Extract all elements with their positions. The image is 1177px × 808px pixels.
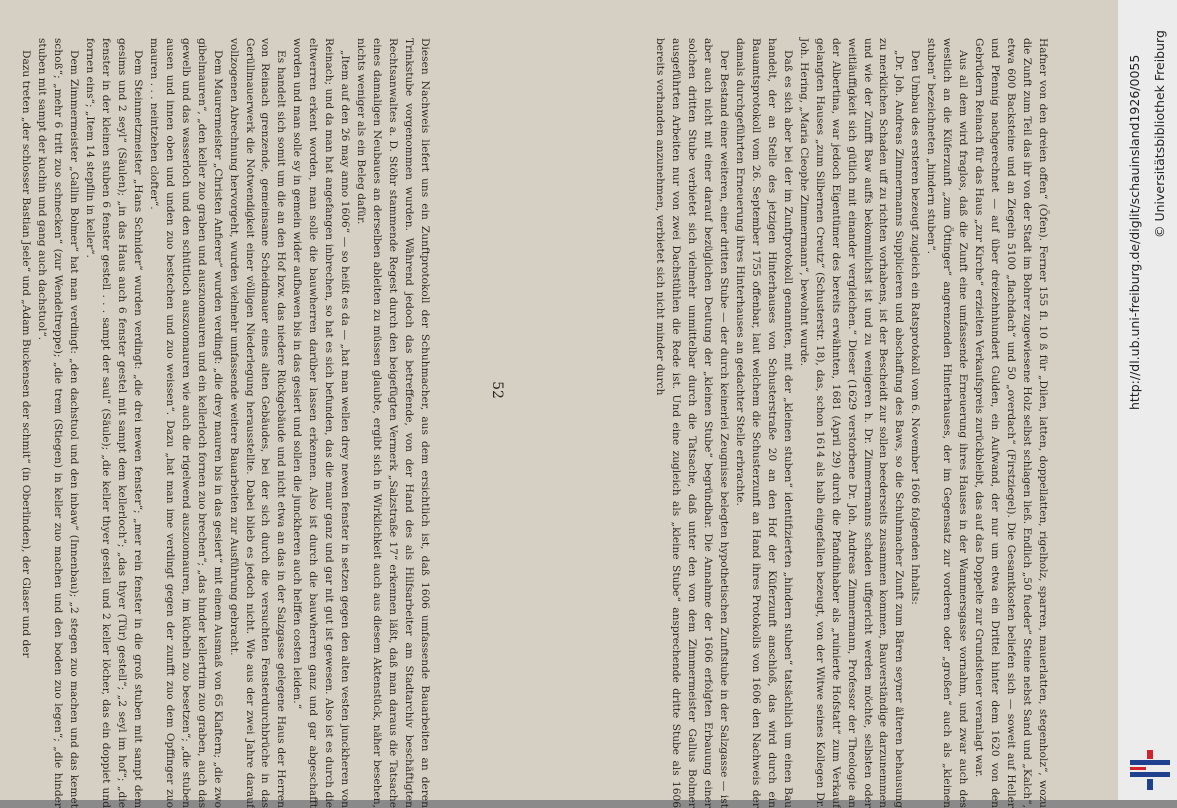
page-number: 52	[489, 381, 505, 399]
paragraph: Dem Zimmermeister „Gallin Bolmer“ hat man verdingt: „den dachstuol und den inbaw“ (Innenbau); „2 stegen zuo machen und das kemet schoß“; „mehr 6 tritt zuo schnecken“ (zur Wendeltreppe); „die trem (Stiegen) in keller zuo machen und den boden zuo legen“; „die hinder stuben mit sampt der kuchin und gang auch dachstuol“.	[36, 38, 81, 808]
paragraph: Es handelt sich somit um die an den Hof bzw. das niedere Rückgebäude und nicht etwa an das in der Salzgasse gelegene Haus der Herren von Reinach grenzende, gemeinsame Scheidmauer eines alten Gebäudes, bei der sich durch die versuchten Fensterdurchbrüche in das Gerüllmauerwerk die Notwendigkeit einer völligen Niederlegung herausstellte. Dabei blieb es jedoch nicht. Wie aus der zwei Jahre darauf vollzogenen Abrechnung hervorgeht, wurden vielmehr umfassende weitere Bauarbeiten zur Ausführung gebracht.	[227, 38, 288, 808]
paragraph: Diesen Nachweis liefert uns ein Zunftprotokoll der Schuhmacher, aus dem ersichtlich ist, daß 1606 umfassende Bauarbeiten an deren Trinkstube vorgenommen wurden. Während jedoch das betreffende, von der Hand des als Hilfsarbeiter am Stadtarchiv beschäftigten Rechtsanwaltes a. D. Stöhr stammende Regest durch den beigefügten Vermerk „Salzstraße 17“ erkennen läßt, daß man daraus die Tatsache eines damaligen Neubaues an derselben ableiten zu müssen glaubte, ergibt sich in Wirklichkeit auch aus diesem Aktenstück, näher besehen, nichts weniger als ein Beleg dafür.	[355, 38, 431, 808]
paragraph: Den Umbau des ersteren bezeugt zugleich ein Ratsprotokoll vom 6. November 1606 folgenden Inhalts:	[909, 50, 922, 605]
text-column-right	[654, 38, 1050, 808]
paragraph: Dem Steinmetzmeister „Hans Schnider“ wurden verdingt: „die drei newen fenster“; „mer rein fenster in die groß stuben mit sampt dem gesims und 2 seyl“ (Säulen); „in das Haus auch 6 fenster gestel mit sampt dem kellerloch“; „das thyer (Tür) gestell“; „2 seyl im hof“; „die fenster in der kleinen stuben 6 fenster gestell . . . sampt der saul“ (Säule); „die keller thyer gestell und 2 keller löcher, das ein doppiet und fornen eins“; „Item 14 stepflin in keller“.	[83, 38, 144, 808]
text-column-left	[20, 38, 432, 808]
logo-red-mark-top	[1147, 750, 1153, 759]
logo-bar-top	[1130, 760, 1170, 765]
paragraph: „Dr. Joh. Andreas Zimmermanns Supplicieren und abschaffung des Baws, so die Schuhmacher Zunft zum Bären seyner älteren behausung zu merklichen Schaden uff zu richten vorhabens, ist der Bescheidt zur sollen beederseits zusammen kommen, Bauverständige darzunemmen und wie der Zunfft Baw auffs bekommlichst ist und zu wenigeren h. Dr. Zimmermanns schaden uffgericht werden möchte, selbsten oder weitläuffigkeit sich gütlich mit einander vergleichen.“ Dieser (1629 verstorbene Dr. Joh. Andreas Zimmermann, Professor der Theologie an der Albertina, war jedoch Eigentümer des bereits erwähnten, 1681 (April 29) durch die Pfandinhaber als „ruinierte Hofstatt“ zum Verkauf gelangten Hauses „zum Silbernen Creutz“ (Schusterstr. 18), das, schon 1614 als halb eingefallen bezeugt, von der Witwe seines Kollegen Dr. Joh. Hering, „Maria Cleophe Zimmermann“, bewohnt wurde.	[797, 38, 906, 808]
permalink-url[interactable]: http://dl.ub.uni-freiburg.de/diglit/schauinsland1926/0055	[1127, 54, 1142, 410]
paragraph: Aus all dem wird fraglos, daß die Zunft eine umfassende Erneuerung ihres Hauses in der Wammersgasse vornahm, und zwar auch des westlich an die Küferzunft „zum Öttinger“ angrenzenden Hinterhauses, der im Gegensatz zur vorderen oder „großen“ auch als „kleinen stuben“ bezeichneten „hindern stuben“.	[925, 38, 970, 808]
copyright-notice: © Universitätsbibliothek Freiburg	[1152, 30, 1167, 238]
logo-stem	[1147, 779, 1153, 790]
paragraph: Daß es sich aber bei der im Zunftprotokoll genannten, mit der „kleinen stuben“ identifizierten „hindern stuben“ tatsächlich um einen Bau handelt, der an Stelle des jetzigen Hinterhauses von Schusterstraße 20 an den Hof der Küferzunft anschloß, das wird durch ein Bauamtsprotokoll vom 26. September 1755 offenbar, laut welchem die Schusterzunft an Hand ihres Protokolls von 1606 den Nachweis der damals durchgeführten Erneuerung ihres Hinterhauses an gedachter Stelle erbrachte.	[733, 38, 794, 808]
paragraph: Dem Maurermeister „Christen Anfierer“ wurden verdingt: „die drey mauren bis in das gesiert“ mit einem Ausmaß von 65 Klaftern; „die zwo gibelmauren“, „den keller zuo graben und auszuomauren und ein kellerloch fornen zuo brechen“; „das hinder kellertrim zuo graben, auch das gewelb und das wasserloch und den schüttloch auszuomauren wie auch die rigelwend auszuomauren, im kücheln zuo besetzen“; „die stuben ausen und innen oben und unden zuo bestechen und zuo weissen“. Dazu „hat man ime verdingt gegen der zunfft zuo dem Opffinger zuo mauren . . . neintzehen clofter“.	[147, 38, 224, 808]
paragraph: Hafner von den dreien offen“ (Öfen). Ferner 155 fl. 10 ß für „Dilen, latten, doppellatten, rigelholz, sparren, mauerlatten, stegenholz“, wozu die Zunft zum Teil das ihr von der Stadt im Bohrer zugewiesene Holz selbst schlagen ließ. Endlich „50 fueder“ Steine nebst Sand und „Kalch“, etwa 600 Backsteine und an Ziegeln 5100 „flachdach“ und 50 „overdach“ (Firstziegel). Die Gesamtkosten beliefen sich — soweit auf Heller und Pfennig nachgerechnet — auf über dreizehnhundert Gulden, ein Aufwand, der nur um etwa ein Drittel hinter dem 1620 von den Gebrüdern Reinach für das Haus „zur Kirche“ erzielten Verkaufspreis zurückbleibt, das auf das Doppelte zur Grundsteuer veranlagt war.	[973, 38, 1049, 808]
logo-red-mark-side	[1130, 767, 1146, 770]
paragraph: Der Bestand einer weiteren, einer dritten Stube — der durch keinerlei Zeugnisse belegten hypothetischen Zunftstube in der Salzgasse — ist aber auch nicht mit einer darauf bezüglichen Deutung der „kleinen Stube“ begründbar. Die Annahme der 1606 erfolgten Erbauung einer solchen dritten Stube verbietet sich vielmehr unmittelbar durch die Tatsache, daß unter den von dem Zimmermeister Gallus Bolmer ausgeführten Arbeiten nur von zwei Dachstühlen die Rede ist. Und eine zugleich als „kleine Stube“ ansprechende dritte Stube als 1606 bereits vorhanden anzunehmen, verbietet sich nicht minder durch	[654, 38, 730, 808]
ub-freiburg-logo-icon	[1128, 748, 1172, 792]
paragraph: „Item auf den 26 may anno 1606“ — so heißt es da — „hat man wellen drey newen fenster in setzen gegen den alten vesten junckheren von Reinach; und da man hat angefangen inbrechen, so hat es sich befunden, das die maur ganz und gar nit gut ist gewesen. Also ist es durch die eltwerren erkent worden, man solle die bauwherren darüber lassen erkennen. Also ist durch die bauwherren ganz und gar abgeschafft worden und man solle sy in gemein wider aufbawen bis in das gesiert und sollen die junckheren auch helffen costen leiden.“	[291, 38, 352, 808]
logo-bar-bottom	[1130, 772, 1170, 777]
paragraph: Dazu treten „der schlosser Bastian Jsele“ und „Adam Buckensen der schmit“ (in Oberlinden), der Glaser und der	[20, 50, 33, 658]
